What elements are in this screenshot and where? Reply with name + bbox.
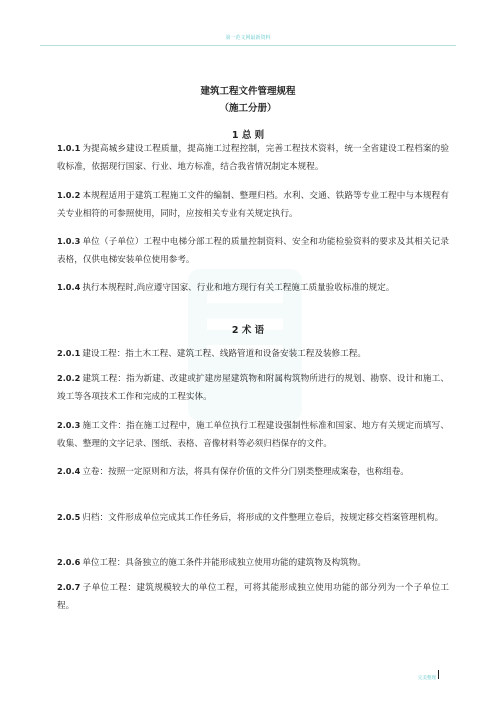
document-subtitle: （施工分册）: [219, 103, 277, 114]
clause-text: 为提高城乡建设工程质量，提高施工过程控制，完善工程技术资料，统一全省建设工程档案的验收标准，依据现行国家、行业、地方标准，结合我省情况制定本规程。: [57, 144, 449, 172]
paragraph-1-0-2: [57, 186, 449, 223]
clause-text: 归档：文件形成单位完成其工作任务后，将形成的文件整理立卷后，按规定移交档案管理机构。: [82, 513, 444, 523]
clause-number: 2.0.6: [57, 557, 81, 567]
clause-number: 2.0.2: [57, 373, 81, 383]
clause-number: 1.0.2: [57, 190, 81, 200]
clause-number: 2.0.3: [57, 420, 81, 430]
paragraph-1-0-4: [57, 278, 449, 297]
paragraph-2-0-1: [57, 344, 449, 363]
chapter-number: 2: [231, 325, 239, 336]
clause-text: 建筑工程：指为新建、改建或扩建房屋建筑物和附属构筑物所进行的规划、勘察、设计和施工、竣工等各项技术工作和完成的工程实体。: [57, 374, 449, 402]
paragraph-1-0-3: [57, 232, 449, 269]
paragraph-2-0-2: [57, 369, 449, 406]
clause-text: 单位工程：具备独立的施工条件并能形成独立使用功能的建筑物及构筑物。: [82, 558, 366, 568]
clause-text: 本规程适用于建筑工程施工文件的编制、整理归档。水利、交通、铁路等专业工程中与本规程有关专业相符的可参照使用，同时，应按相关专业有关规定执行。: [57, 191, 449, 219]
chapter-title: 总 则: [241, 130, 265, 141]
header-watermark-text: 第一范文网最新资料: [225, 35, 271, 41]
clause-number: 1.0.4: [57, 282, 81, 292]
clause-text: 建设工程：指土木工程、建筑工程、线路管道和设备安装工程及装修工程。: [82, 349, 366, 359]
clause-number: 1.0.1: [57, 143, 81, 153]
clause-number: 2.0.5: [57, 512, 81, 522]
document-title: 建筑工程文件管理规程: [200, 86, 296, 97]
clause-number: 2.0.1: [57, 348, 81, 358]
paragraph-1-0-1: [57, 139, 449, 176]
clause-number: 2.0.7: [57, 582, 81, 592]
header-divider: [40, 45, 456, 46]
paragraph-2-0-4: [57, 462, 449, 481]
footer-watermark-text: 完美整理: [418, 676, 436, 681]
chapter-heading-2: [0, 322, 496, 336]
clause-number: 1.0.3: [57, 236, 81, 246]
clause-text: 子单位工程：建筑规模较大的单位工程，可将其能形成独立使用功能的部分列为一个子单位工程。: [57, 583, 449, 611]
chapter-number: 1: [231, 130, 239, 141]
paragraph-2-0-5: [57, 508, 449, 527]
clause-text: 立卷：按照一定原则和方法，将具有保存价值的文件分门别类整理成案卷，也称组卷。: [82, 467, 409, 477]
paragraph-2-0-6: [57, 553, 449, 572]
chapter-title: 术 语: [241, 325, 265, 336]
paragraph-2-0-7: [57, 578, 449, 615]
clause-number: 2.0.4: [57, 466, 81, 476]
clause-text: 执行本规程时,尚应遵守国家、行业和地方现行有关工程施工质量验收标准的规定。: [82, 283, 395, 293]
paragraph-2-0-3: [57, 416, 449, 453]
clause-text: 施工文件：指在施工过程中，施工单位执行工程建设强制性标准和国家、地方有关规定而填写、收集、整理的文字记录、图纸、表格、音像材料等必须归档保存的文件。: [57, 421, 449, 449]
footer-divider: [438, 670, 439, 679]
clause-text: 单位（子单位）工程中电梯分部工程的质量控制资料、安全和功能检验资料的要求及其相关记录表格，仅供电梯安装单位使用参考。: [57, 237, 449, 265]
